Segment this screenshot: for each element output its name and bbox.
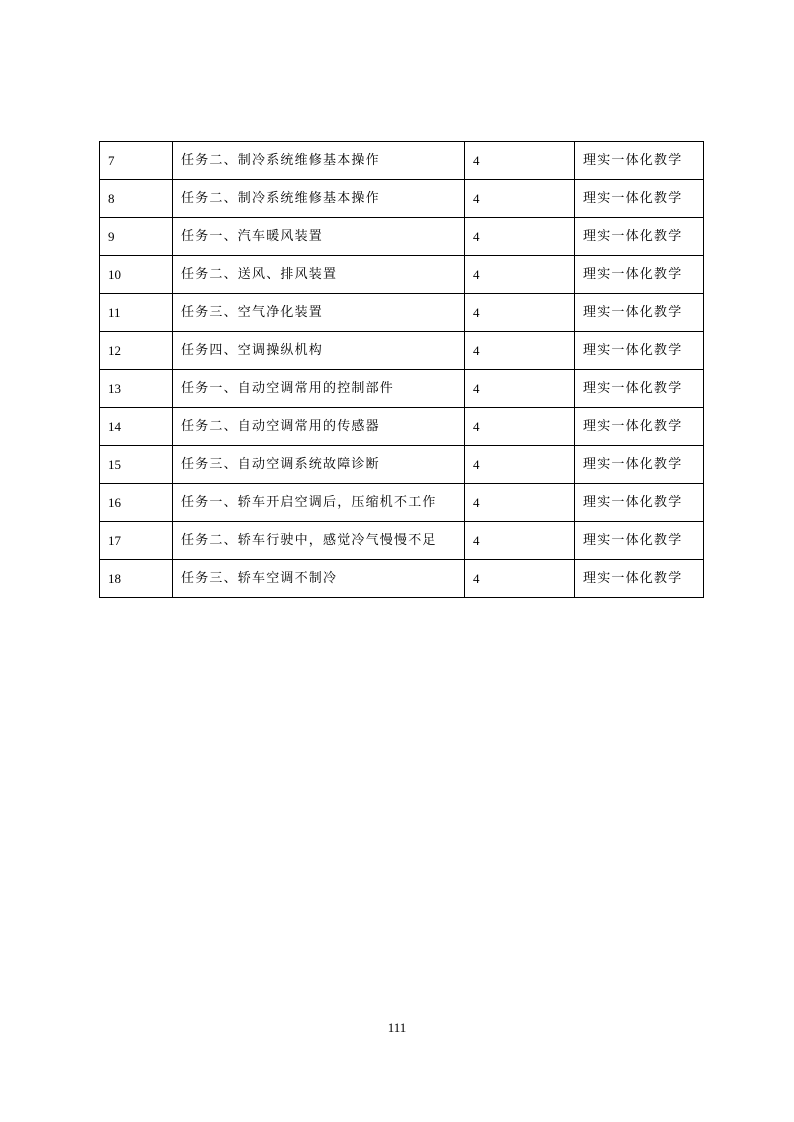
hours-cell: 4 [465,446,575,484]
hours-cell: 4 [465,484,575,522]
hours-cell: 4 [465,370,575,408]
task-name-cell: 任务一、轿车开启空调后，压缩机不工作 [173,484,465,522]
row-number-cell: 12 [100,332,173,370]
hours-cell: 4 [465,180,575,218]
table-body [100,142,704,598]
teaching-method-cell: 理实一体化教学 [575,446,704,484]
task-name-cell: 任务三、轿车空调不制冷 [173,560,465,598]
task-name-cell: 任务一、汽车暖风装置 [173,218,465,256]
row-number-cell: 15 [100,446,173,484]
teaching-method-cell: 理实一体化教学 [575,294,704,332]
table-row [100,370,704,408]
teaching-method-cell: 理实一体化教学 [575,142,704,180]
row-number-cell: 14 [100,408,173,446]
task-name-cell: 任务四、空调操纵机构 [173,332,465,370]
table-row [100,294,704,332]
teaching-method-cell: 理实一体化教学 [575,256,704,294]
teaching-method-cell: 理实一体化教学 [575,370,704,408]
task-name-cell: 任务二、送风、排风装置 [173,256,465,294]
row-number-cell: 7 [100,142,173,180]
row-number-cell: 10 [100,256,173,294]
hours-cell: 4 [465,256,575,294]
row-number-cell: 16 [100,484,173,522]
task-name-cell: 任务二、制冷系统维修基本操作 [173,142,465,180]
hours-cell: 4 [465,294,575,332]
table-row [100,446,704,484]
teaching-method-cell: 理实一体化教学 [575,218,704,256]
hours-cell: 4 [465,560,575,598]
table-row [100,522,704,560]
task-name-cell: 任务三、空气净化装置 [173,294,465,332]
row-number-cell: 8 [100,180,173,218]
table-row [100,408,704,446]
row-number-cell: 9 [100,218,173,256]
teaching-method-cell: 理实一体化教学 [575,560,704,598]
teaching-method-cell: 理实一体化教学 [575,180,704,218]
table-row [100,180,704,218]
task-name-cell: 任务二、轿车行驶中，感觉冷气慢慢不足 [173,522,465,560]
table-row [100,560,704,598]
table-row [100,332,704,370]
row-number-cell: 11 [100,294,173,332]
hours-cell: 4 [465,218,575,256]
hours-cell: 4 [465,142,575,180]
row-number-cell: 17 [100,522,173,560]
hours-cell: 4 [465,522,575,560]
hours-cell: 4 [465,332,575,370]
row-number-cell: 13 [100,370,173,408]
task-name-cell: 任务一、自动空调常用的控制部件 [173,370,465,408]
table-row [100,256,704,294]
table-row [100,142,704,180]
teaching-method-cell: 理实一体化教学 [575,484,704,522]
task-name-cell: 任务三、自动空调系统故障诊断 [173,446,465,484]
teaching-method-cell: 理实一体化教学 [575,332,704,370]
task-name-cell: 任务二、制冷系统维修基本操作 [173,180,465,218]
page-number: 111 [387,1020,407,1035]
course-schedule-table [99,141,704,598]
row-number-cell: 18 [100,560,173,598]
task-name-cell: 任务二、自动空调常用的传感器 [173,408,465,446]
table-row [100,484,704,522]
teaching-method-cell: 理实一体化教学 [575,408,704,446]
teaching-method-cell: 理实一体化教学 [575,522,704,560]
table-row [100,218,704,256]
hours-cell: 4 [465,408,575,446]
